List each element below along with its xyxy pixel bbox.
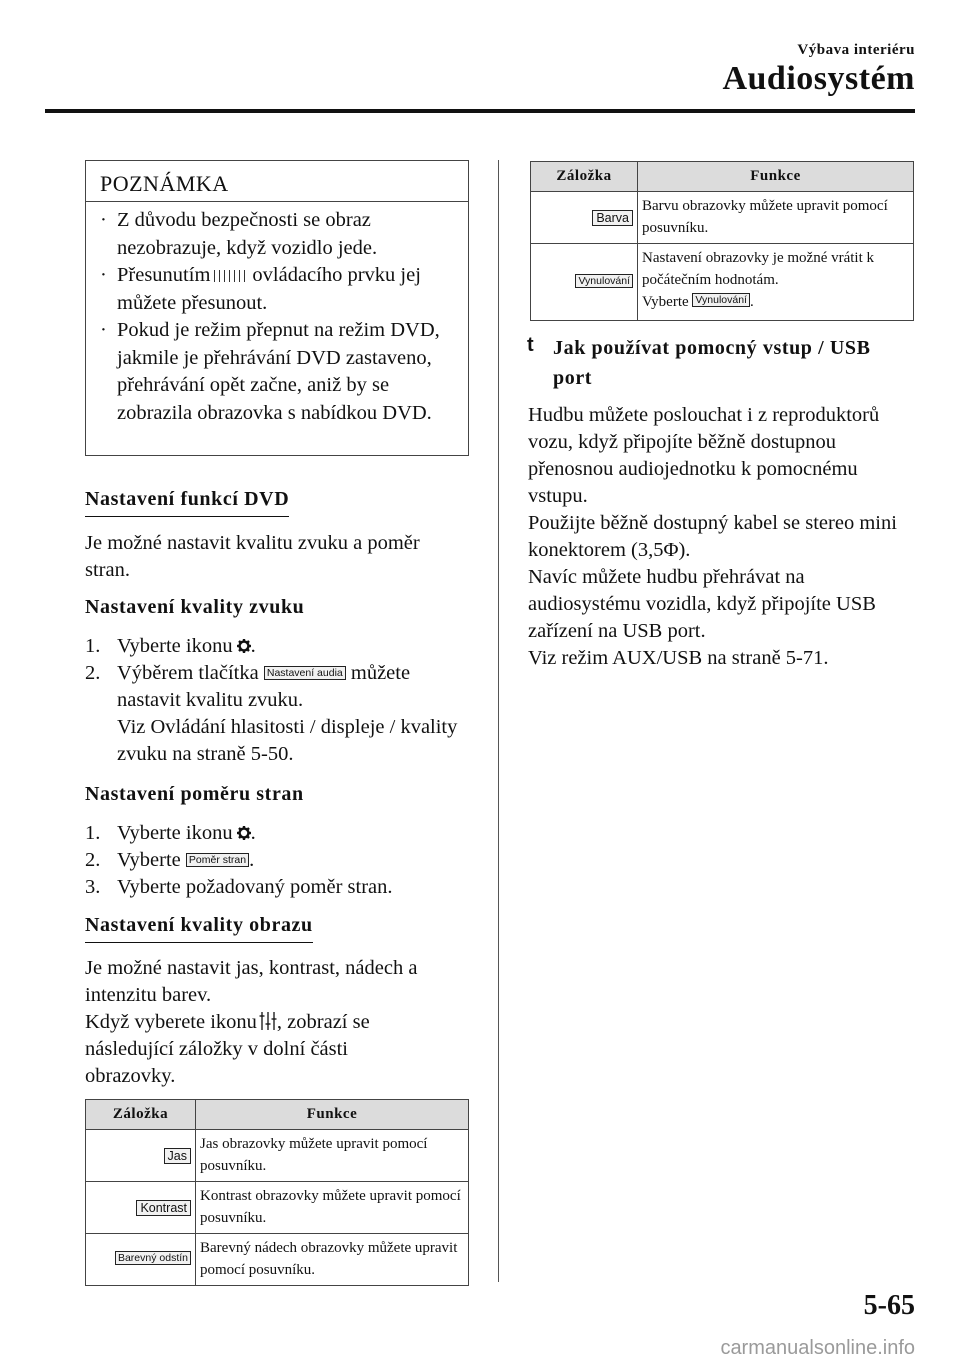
aux-paragraph: Hudbu můžete poslouchat i z reproduktorů vozu, když připojíte běžně dostupnou přenosnou audiojednotku k pomocnému vstupu. [528,404,880,507]
step-item [85,847,475,874]
picture-quality-intro: Je možné nastavit jas, kontrast, nádech a intenzitu barev. [85,957,418,1006]
step-text: . [250,635,256,657]
picture-settings-icon [259,1011,277,1031]
table-row [86,1234,469,1286]
tabs-text: , zobrazí se následující záložky v dolní části obrazovky. [85,1011,370,1087]
sound-quality-steps [85,633,475,768]
sound-quality-heading: Nastavení kvality zvuku [85,596,305,618]
step-item [85,633,475,660]
bullet: · [100,319,107,341]
table-row [86,1130,469,1182]
aux-usb-heading: Jak používat pomocný vstup / USB port [553,337,871,389]
table-cell: Kontrast obrazovky můžete upravit pomocí posuvníku. [196,1182,469,1234]
step-item [85,660,475,768]
step-text: Vyberte ikonu [117,822,233,844]
brightness-tab-button[interactable]: Jas [164,1148,191,1164]
bullet: · [100,209,107,231]
watermark: carmanualsonline.info [720,1337,915,1359]
note-item-text: ovládacího prvku jej můžete přesunout. [117,264,421,314]
tabs-text: Když vyberete ikonu [85,1011,257,1033]
note-box [85,160,469,456]
note-item [98,207,458,262]
note-list [98,207,458,427]
column-divider [498,160,499,1282]
running-header-title: Audiosystém [722,60,915,97]
aspect-ratio-steps [85,820,475,901]
step-text: můžete nastavit kvalitu zvuku. [117,662,411,711]
aux-paragraph: Navíc můžete hudbu přehrávat na audiosystému vozidla, když připojíte USB zařízení na USB port. [528,566,876,642]
running-header-section: Výbava interiéru [797,42,915,58]
table-row [86,1182,469,1234]
aux-paragraph: Použijte běžně dostupný kabel se stereo mini konektorem (3,5Φ). [528,512,897,561]
section-marker: t [527,334,534,356]
picture-tabs-table [85,1099,469,1286]
step-text: . [249,849,255,871]
step-item [85,820,475,847]
step-number: 1. [85,822,101,844]
picture-tabs-table-continued [530,161,914,321]
table-header: Funkce [638,162,914,192]
color-tab-button[interactable]: Barva [592,210,633,226]
aux-paragraph: Viz režim AUX/USB na straně 5-71. [528,647,829,669]
table-cell: Barvu obrazovky můžete upravit pomocí posuvníku. [638,192,914,244]
bullet: · [100,264,107,286]
table-row [531,244,914,321]
table-header: Záložka [86,1100,196,1130]
dvd-settings-intro: Je možné nastavit kvalitu zvuku a poměr stran. [85,532,420,581]
picture-quality-heading: Nastavení kvality obrazu [85,914,313,943]
header-rule [45,109,915,113]
table-row [531,192,914,244]
gear-icon [237,639,251,653]
step-number: 2. [85,662,101,684]
step-item [85,874,475,901]
aux-usb-body [528,402,916,672]
step-number: 3. [85,876,101,898]
note-divider [86,201,468,202]
step-text: Vyberte ikonu [117,635,233,657]
aspect-ratio-heading: Nastavení poměru stran [85,783,304,805]
table-cell: Jas obrazovky můžete upravit pomocí posuvníku. [196,1130,469,1182]
page-number: 5-65 [863,1290,915,1321]
note-item-text: Přesunutím [117,264,211,286]
tint-tab-button[interactable]: Barevný odstín [115,1251,191,1265]
gear-icon [237,826,251,840]
note-item-text: Pokud je režim přepnut na režim DVD, jakmile je přehrávání DVD zastaveno, přehrávání opět začne, aniž by se zobrazila obrazovka s nabídkou DVD. [117,319,440,424]
step-text: Výběrem tlačítka [117,662,259,684]
audio-settings-button[interactable]: Nastavení audia [264,666,346,680]
picture-quality-tabs-text [85,1009,415,1090]
step-text: Vyberte [117,849,181,871]
contrast-tab-button[interactable]: Kontrast [136,1200,191,1216]
step-reference: Viz Ovládání hlasitosti / displeje / kvality zvuku na straně 5-50. [117,716,458,765]
dvd-settings-heading: Nastavení funkcí DVD [85,488,289,517]
table-cell: Barevný nádech obrazovky můžete upravit pomocí posuvníku. [196,1234,469,1286]
table-header: Záložka [531,162,638,192]
cell-text: Vyberte [642,294,689,310]
note-item-text: Z důvodu bezpečnosti se obraz nezobrazuje, když vozidlo jede. [117,209,378,259]
note-title: POZNÁMKA [100,171,229,196]
reset-tab-button[interactable]: Vynulování [575,274,633,288]
cell-text: Nastavení obrazovky je možné vrátit k počátečním hodnotám. [642,250,875,288]
step-text: . [250,822,256,844]
table-cell [638,244,914,321]
note-item [98,317,458,427]
step-number: 1. [85,635,101,657]
aspect-ratio-button[interactable]: Poměr stran [186,853,249,867]
table-header: Funkce [196,1100,469,1130]
cell-text: . [749,294,754,310]
step-text: Vyberte požadovaný poměr stran. [117,876,393,898]
note-item [98,262,458,317]
step-number: 2. [85,849,101,871]
drag-handle-icon [214,270,248,282]
reset-button[interactable]: Vynulování [692,293,750,307]
